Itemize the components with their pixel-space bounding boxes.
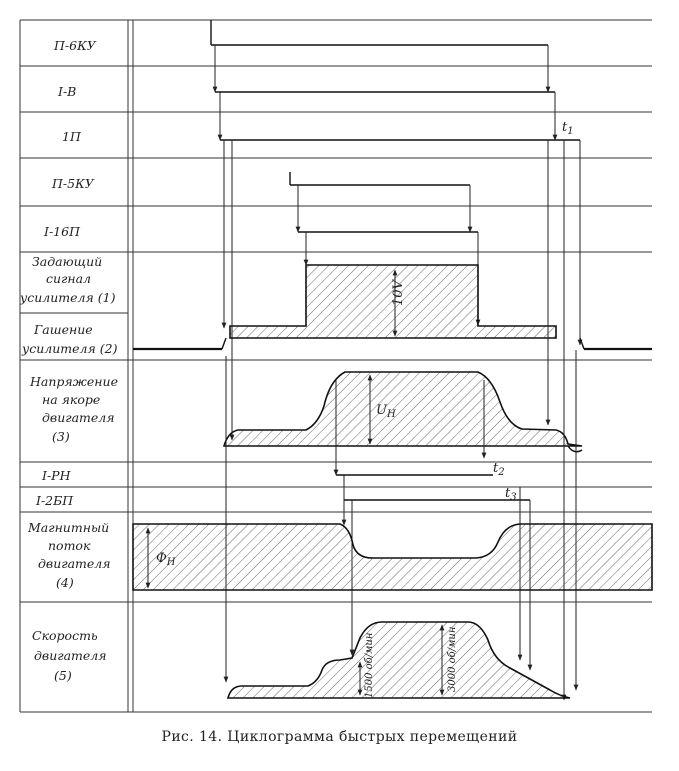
speed-3000: 3000 об/мин bbox=[447, 626, 458, 692]
label-p6ku: П-6КУ bbox=[54, 38, 96, 53]
label-i2bp: I-2БП bbox=[36, 493, 74, 508]
label-flux: Магнитный поток двигателя (4) bbox=[28, 520, 111, 590]
label-i16p: I-16П bbox=[44, 224, 80, 239]
speed-1500: 1500 об/мин bbox=[364, 632, 375, 698]
magnetic-flux bbox=[133, 524, 652, 590]
voltage-label: $U_H$ bbox=[376, 403, 396, 420]
setpoint-signal bbox=[133, 265, 652, 349]
setpoint-value: 10V bbox=[391, 280, 406, 306]
label-quench: Гашение усилителя (2) bbox=[22, 322, 118, 356]
label-speed: Скорость двигателя (5) bbox=[32, 628, 107, 683]
figure-caption: Рис. 14. Циклограмма быстрых перемещений bbox=[161, 729, 518, 745]
armature-voltage bbox=[224, 372, 582, 452]
motor-speed bbox=[228, 622, 570, 698]
label-p5ku: П-5КУ bbox=[52, 176, 94, 191]
t1-label: $t_1$ bbox=[562, 120, 574, 137]
flux-label: $Ф_H$ bbox=[156, 551, 176, 568]
label-armature: Напряжение на якоре двигателя (3) bbox=[30, 374, 118, 444]
label-1p: 1П bbox=[62, 129, 81, 144]
t3-label: $t_3$ bbox=[505, 486, 517, 503]
t2-label: $t_2$ bbox=[493, 461, 505, 478]
frame bbox=[20, 20, 652, 712]
label-ib: I-B bbox=[58, 84, 77, 99]
label-irn: I-PH bbox=[42, 468, 71, 483]
label-setpoint: Задающий сигнал усилителя (1) bbox=[20, 254, 116, 305]
